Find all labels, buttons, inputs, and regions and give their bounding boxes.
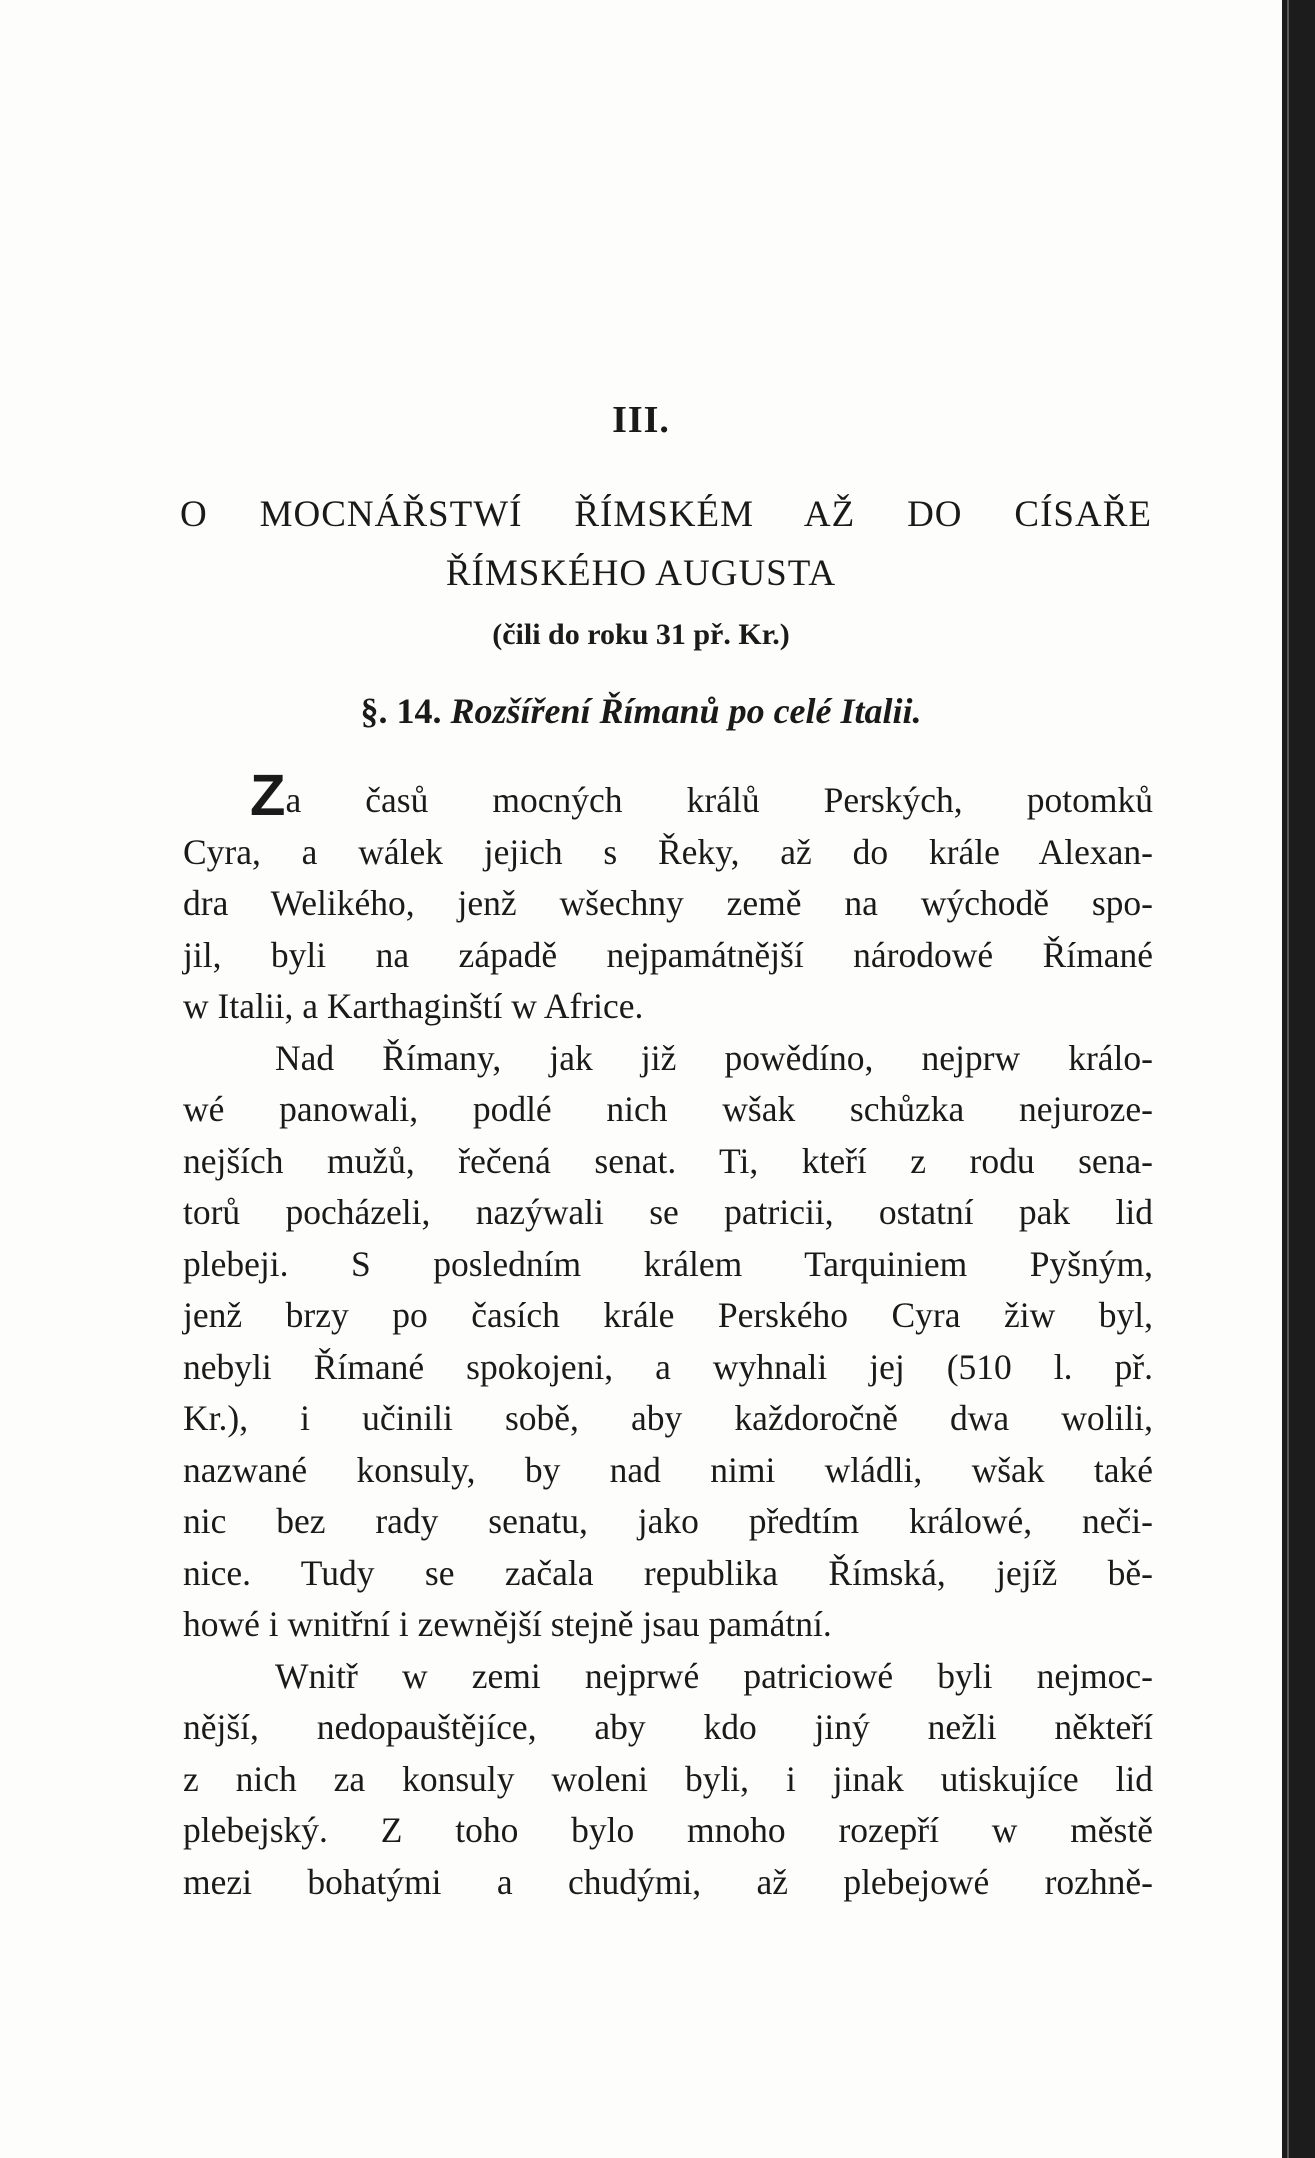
text-line: plebeji. S posledním králem Tarquiniem Pyšným, (183, 1243, 1153, 1284)
text-line: nější, nedopauštějíce, aby kdo jiný nežli někteří (183, 1707, 1153, 1747)
body-text (183, 763, 1153, 1908)
text-line: nejších mužů, řečená senat. Ti, kteří z rodu sena- (183, 1140, 1153, 1181)
first-line-text: a časů mocných králů Perských, potomků (285, 780, 1153, 820)
text-line: jil, byli na západě nejpamátnější národowé Římané (183, 934, 1153, 975)
drop-cap: Z (250, 763, 286, 828)
text-line: w Italii, a Karthaginští w Africe. (183, 986, 644, 1026)
chapter-number: III. (612, 399, 670, 441)
text-line: nice. Tudy se začala republika Římská, jejíž bě- (183, 1552, 1153, 1593)
text-line: nic bez rady senatu, jako předtím králowé, neči- (183, 1501, 1153, 1541)
chapter-title-line1: O MOCNÁŘSTWÍ ŘÍMSKÉM AŽ DO CÍSAŘE (180, 494, 1152, 535)
section-number: §. 14. (360, 691, 442, 731)
text-line: dra Welikého, jenž wšechny země na wýchodě spo- (183, 883, 1153, 923)
chapter-title-line2: ŘÍMSKÉHO AUGUSTA (445, 553, 837, 594)
text-line: mezi bohatými a chudými, až plebejowé rozhně- (183, 1861, 1153, 1902)
text-line: Kr.), i učinili sobě, aby každoročně dwa wolili, (183, 1398, 1153, 1438)
page-edge-line (1287, 0, 1289, 2158)
text-line: Cyra, a wálek jejich s Řeky, až do krále Alexan- (183, 831, 1153, 872)
text-line: jenž brzy po časích krále Perského Cyra žiw byl, (183, 1295, 1153, 1335)
text-line: nazwané konsuly, by nad nimi wládli, wšak také (183, 1449, 1153, 1490)
text-line: howé i wnitřní i zewnější stejně jsau památní. (183, 1604, 832, 1644)
section-heading (0, 690, 1282, 732)
text-line: Wnitř w zemi nejprwé patriciowé byli nejmoc- (275, 1655, 1153, 1696)
text-line (183, 763, 1153, 828)
text-line: torů pocházeli, nazýwali se patricii, ostatní pak lid (183, 1192, 1153, 1232)
text-line: plebejský. Z toho bylo mnoho rozepří w městě (183, 1810, 1153, 1850)
text-line: nebyli Římané spokojeni, a wyhnali jej (510 l. př. (183, 1346, 1153, 1387)
chapter-subtitle: (čili do roku 31 př. Kr.) (492, 618, 790, 651)
text-line: z nich za konsuly woleni byli, i jinak utiskujíce lid (183, 1758, 1153, 1799)
text-line: wé panowali, podlé nich wšak schůzka nejuroze- (183, 1089, 1153, 1129)
section-title: Rozšíření Římanů po celé Italii. (450, 691, 922, 731)
text-line: Nad Římany, jak již powědíno, nejprw králo- (275, 1037, 1153, 1078)
